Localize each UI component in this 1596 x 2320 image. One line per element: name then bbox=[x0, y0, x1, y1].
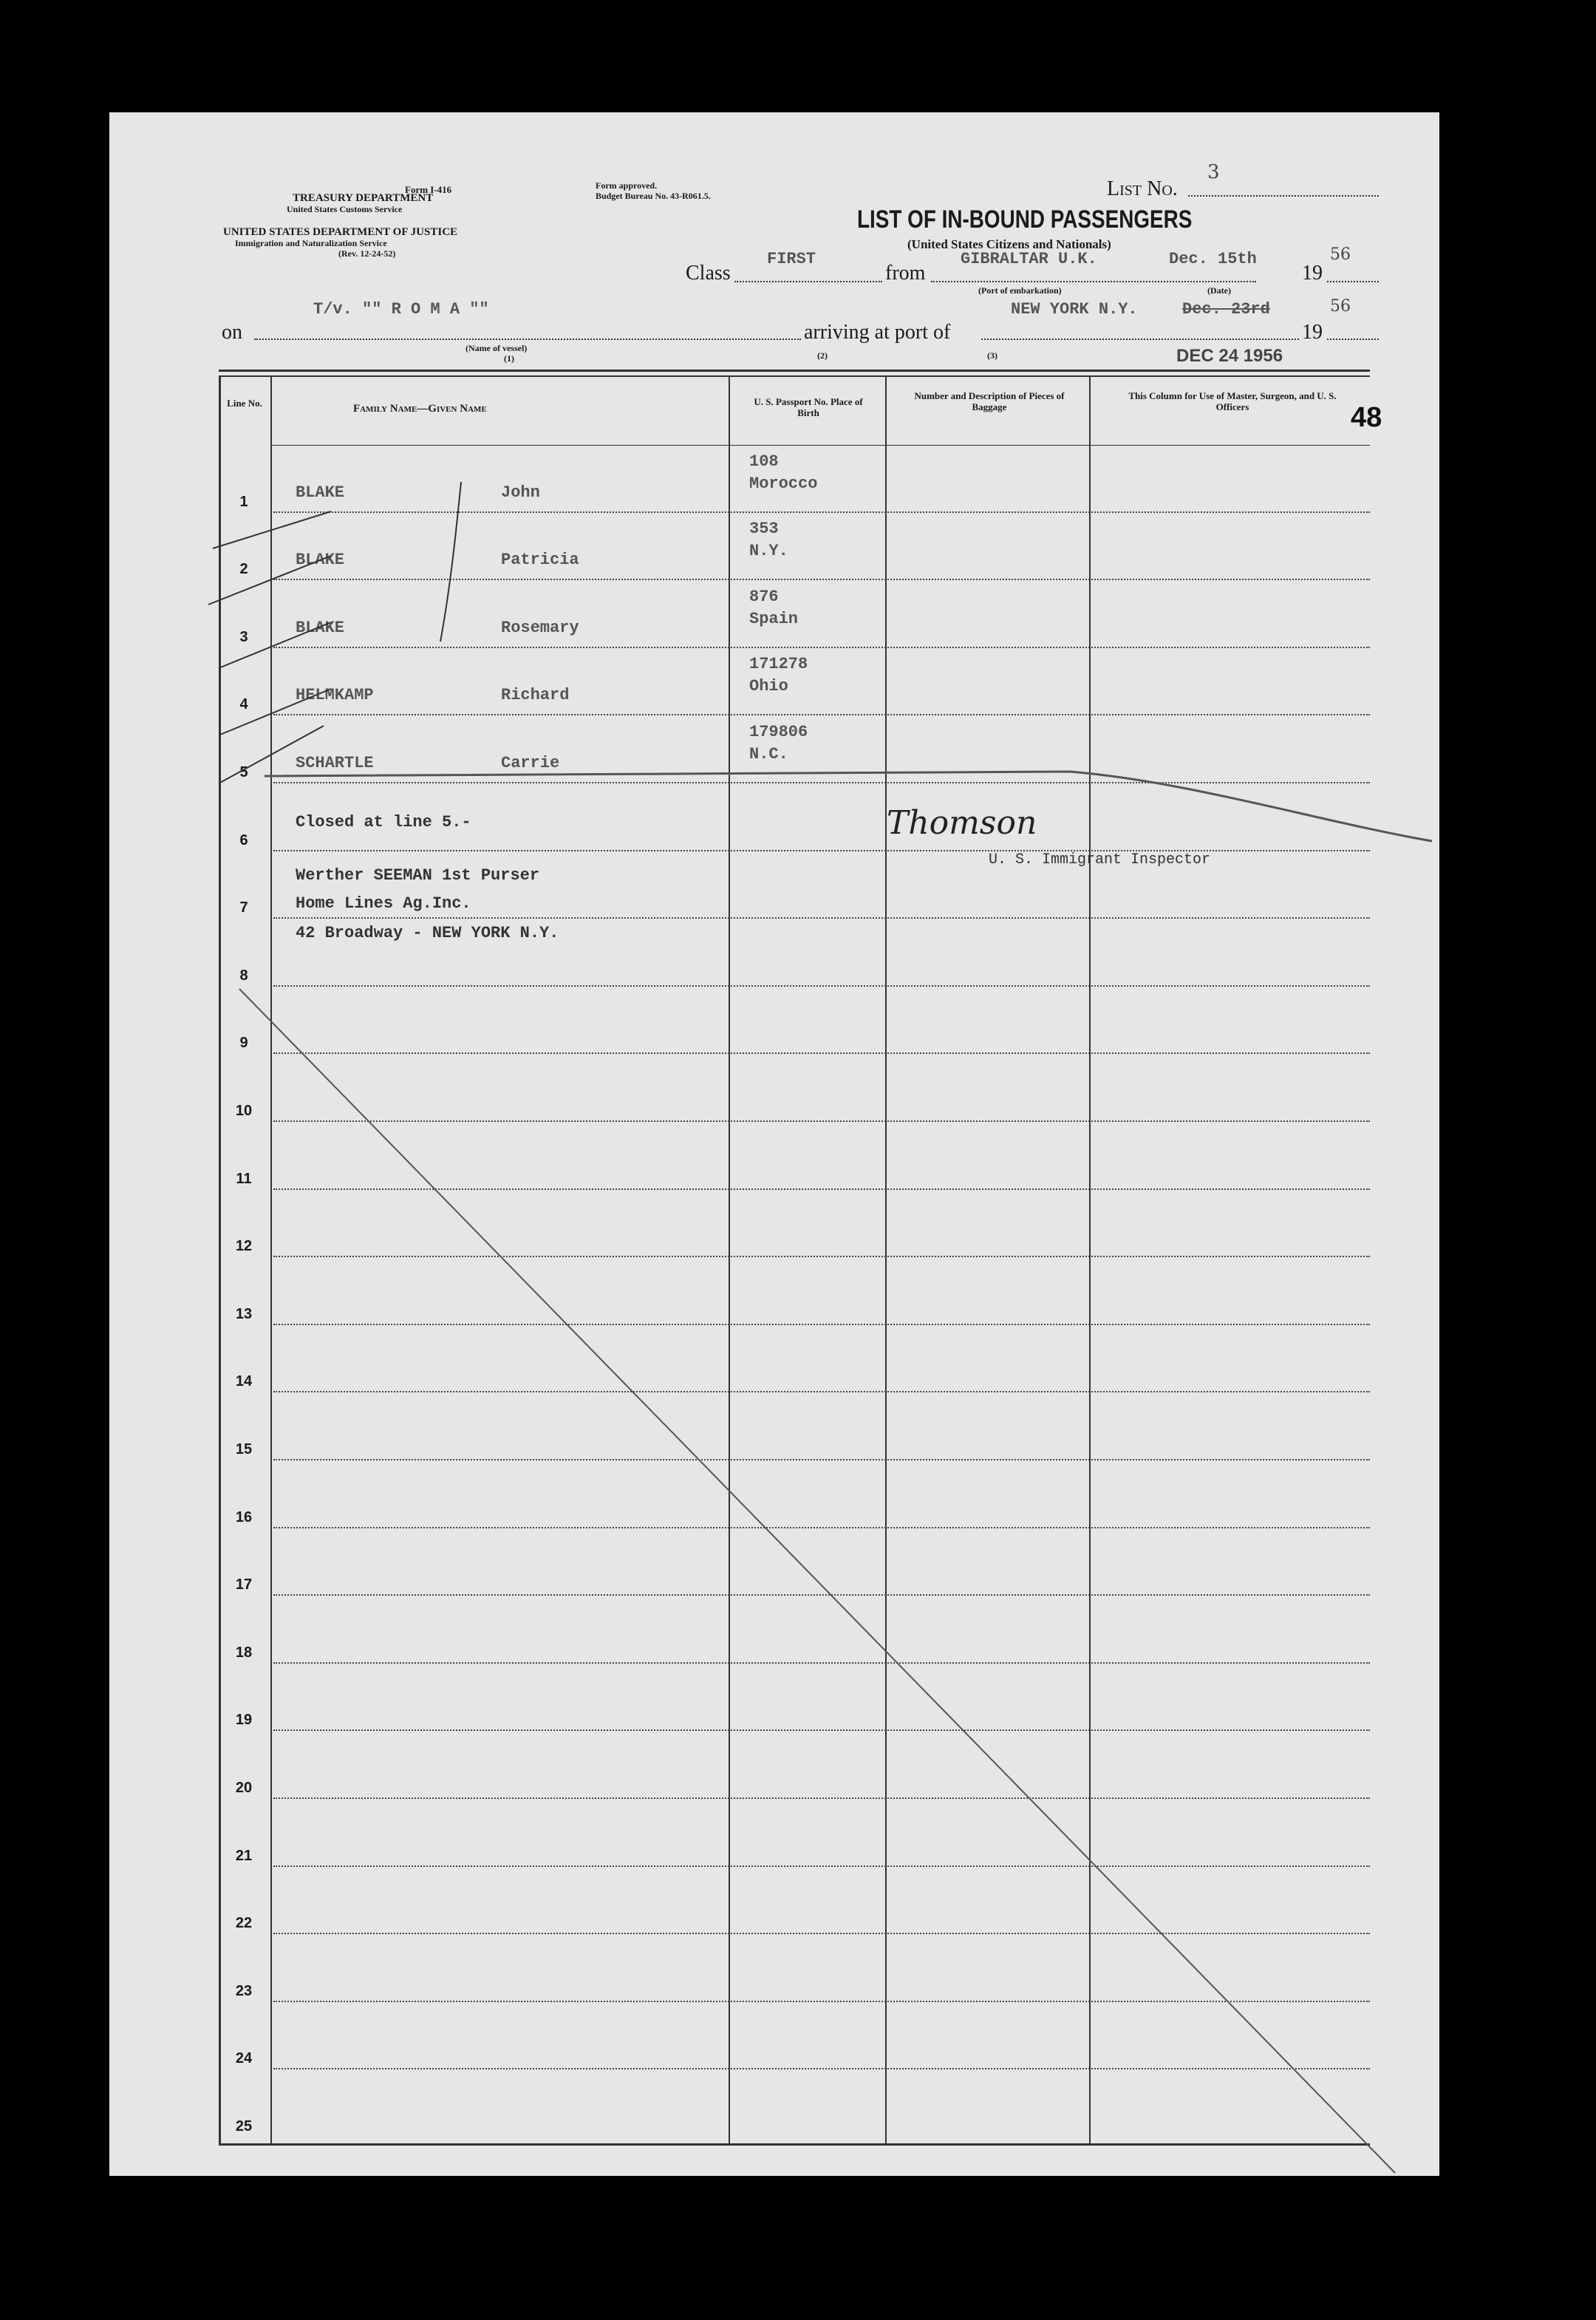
line-number: 24 bbox=[235, 2050, 253, 2067]
given-name: Rosemary bbox=[501, 618, 579, 637]
embarkation-port: GIBRALTAR U.K. bbox=[961, 250, 1097, 268]
page-number: 48 bbox=[1351, 402, 1382, 433]
vessel-name: T/v. "" R O M A "" bbox=[313, 300, 489, 319]
row-rule bbox=[273, 1391, 1370, 1392]
line-number: 15 bbox=[235, 1441, 253, 1457]
place-of-birth: N.C. bbox=[749, 745, 788, 763]
row-rule bbox=[273, 1324, 1370, 1325]
col-header-baggage: Number and Description of Pieces of Baggage bbox=[914, 390, 1065, 412]
revision: (Rev. 12-24-52) bbox=[338, 248, 396, 259]
passport-number: 876 bbox=[749, 587, 779, 606]
line-number: 18 bbox=[235, 1644, 253, 1661]
row-rule bbox=[273, 1459, 1370, 1460]
list-no-label: List No. bbox=[1107, 177, 1178, 200]
table-top-rule bbox=[219, 370, 1370, 372]
given-name: Richard bbox=[501, 686, 570, 705]
inspector-signature: Thomson bbox=[887, 804, 1037, 842]
vessel-line bbox=[254, 339, 801, 340]
table-top-rule-2 bbox=[219, 375, 1370, 377]
row-rule bbox=[273, 579, 1370, 580]
year-line bbox=[1327, 281, 1379, 282]
line-number: 23 bbox=[235, 1982, 253, 1999]
col-header-officers: This Column for Use of Master, Surgeon, and U. S. Officers bbox=[1128, 390, 1337, 412]
table-bottom-rule bbox=[219, 2143, 1370, 2146]
col-header-name: Family Name—Given Name bbox=[353, 403, 487, 415]
embarkation-date: Dec. 15th bbox=[1169, 250, 1257, 268]
passport-number: 353 bbox=[749, 520, 779, 539]
line-number: 5 bbox=[239, 764, 248, 780]
row-rule bbox=[273, 647, 1370, 648]
line-number: 16 bbox=[235, 1508, 253, 1525]
arrival-date-struck: Dec. 23rd bbox=[1182, 300, 1270, 319]
year-value: 56 bbox=[1330, 245, 1351, 264]
row-rule bbox=[273, 1933, 1370, 1934]
budget-bureau: Budget Bureau No. 43-R061.5. bbox=[596, 191, 711, 201]
line-number: 7 bbox=[239, 899, 248, 916]
arrival-stamp: DEC 24 1956 bbox=[1176, 346, 1283, 366]
family-name: BLAKE bbox=[296, 551, 345, 570]
row-rule bbox=[273, 1865, 1370, 1867]
passport-col-divider bbox=[885, 375, 887, 2143]
ins-service: Immigration and Naturalization Service bbox=[235, 238, 387, 248]
family-name: SCHARTLE bbox=[296, 754, 374, 772]
vessel-caption: (Name of vessel) bbox=[466, 343, 528, 353]
arriving-label: arriving at port of bbox=[804, 321, 951, 344]
line-number: 4 bbox=[239, 696, 248, 713]
line-number: 25 bbox=[235, 2118, 253, 2134]
row-rule bbox=[273, 1662, 1370, 1664]
line-number: 13 bbox=[235, 1305, 253, 1322]
form-title: LIST OF IN-BOUND PASSENGERS bbox=[857, 205, 1193, 234]
line-number: 21 bbox=[235, 1847, 253, 1864]
family-name: BLAKE bbox=[296, 483, 345, 502]
form-approved: Form approved. bbox=[596, 180, 658, 191]
form-id: Form I-416 bbox=[405, 184, 452, 195]
row-rule bbox=[273, 1594, 1370, 1596]
purser-note: Werther SEEMAN 1st Purser bbox=[296, 866, 540, 885]
list-no-value: 3 bbox=[1207, 161, 1220, 183]
col-header-passport: U. S. Passport No. Place of Birth bbox=[754, 396, 863, 418]
header-bottom-rule bbox=[272, 445, 1370, 446]
row-rule bbox=[273, 917, 1370, 919]
line-number: 8 bbox=[239, 967, 248, 984]
from-label: from bbox=[885, 262, 926, 285]
row-rule bbox=[273, 985, 1370, 987]
class-label: Class bbox=[686, 262, 731, 285]
place-of-birth: Spain bbox=[749, 609, 799, 628]
line-number: 3 bbox=[239, 628, 248, 645]
line-number: 11 bbox=[236, 1170, 252, 1187]
line-number: 20 bbox=[235, 1780, 253, 1796]
year-prefix-2: 19 bbox=[1302, 321, 1323, 344]
given-name: Carrie bbox=[501, 754, 560, 772]
customs-service: United States Customs Service bbox=[287, 204, 403, 214]
line-col-divider bbox=[270, 375, 272, 2143]
family-name: HELMKAMP bbox=[296, 686, 374, 705]
col-header-line: Line No. bbox=[227, 398, 262, 409]
line-number: 2 bbox=[239, 561, 248, 578]
given-name: John bbox=[501, 483, 540, 502]
line-number: 1 bbox=[239, 493, 248, 510]
bracket-mark bbox=[440, 482, 461, 642]
list-no-line bbox=[1188, 195, 1379, 197]
row-rule bbox=[273, 714, 1370, 715]
line-number: 22 bbox=[235, 1915, 253, 1932]
agency-note: Home Lines Ag.Inc. bbox=[296, 894, 471, 913]
closed-note: Closed at line 5.- bbox=[296, 813, 471, 831]
place-of-birth: Ohio bbox=[749, 677, 788, 696]
line-number: 12 bbox=[235, 1238, 253, 1255]
table-left-border bbox=[219, 375, 221, 2143]
year-prefix: 19 bbox=[1302, 262, 1323, 285]
inspector-title: U. S. Immigrant Inspector bbox=[989, 851, 1211, 868]
treasury-department: TREASURY DEPARTMENT bbox=[293, 192, 434, 204]
date-caption: (Date) bbox=[1207, 285, 1231, 296]
row-rule bbox=[273, 1729, 1370, 1731]
year-line-2 bbox=[1327, 339, 1379, 340]
caption-2: (2) bbox=[817, 350, 828, 361]
justice-department: UNITED STATES DEPARTMENT OF JUSTICE bbox=[223, 226, 458, 238]
arrival-port: NEW YORK N.Y. bbox=[1011, 300, 1138, 319]
form-subtitle: (United States Citizens and Nationals) bbox=[907, 237, 1111, 251]
baggage-col-divider bbox=[1089, 375, 1091, 2143]
row-rule bbox=[273, 511, 1370, 513]
row-rule bbox=[273, 1188, 1370, 1190]
row-rule bbox=[273, 1052, 1370, 1054]
caption-1: (1) bbox=[504, 353, 514, 364]
passport-number: 171278 bbox=[749, 655, 808, 674]
on-label: on bbox=[222, 321, 242, 344]
row-rule bbox=[273, 1797, 1370, 1799]
tick-line-1 bbox=[213, 511, 331, 548]
row-rule bbox=[273, 2001, 1370, 2002]
port-embarkation-caption: (Port of embarkation) bbox=[978, 285, 1062, 296]
caption-3: (3) bbox=[987, 350, 998, 361]
class-value: FIRST bbox=[767, 250, 816, 268]
class-line bbox=[734, 281, 882, 282]
row-rule bbox=[273, 2068, 1370, 2069]
row-rule bbox=[273, 782, 1370, 783]
line-number: 6 bbox=[239, 831, 248, 848]
diagonal-strike bbox=[239, 989, 1395, 2173]
passport-number: 179806 bbox=[749, 723, 808, 741]
name-col-divider bbox=[729, 375, 730, 2143]
given-name: Patricia bbox=[501, 551, 579, 570]
row-rule bbox=[273, 1527, 1370, 1528]
address-note: 42 Broadway - NEW YORK N.Y. bbox=[296, 924, 559, 942]
row-rule bbox=[273, 1120, 1370, 1122]
family-name: BLAKE bbox=[296, 618, 345, 637]
line-number: 19 bbox=[235, 1712, 253, 1729]
passenger-list-form bbox=[109, 112, 1439, 2176]
arrival-line bbox=[981, 339, 1299, 340]
place-of-birth: N.Y. bbox=[749, 542, 788, 561]
line-number: 10 bbox=[235, 1103, 253, 1119]
row-rule bbox=[273, 1256, 1370, 1257]
from-line bbox=[931, 281, 1256, 282]
place-of-birth: Morocco bbox=[749, 474, 818, 493]
line-number: 9 bbox=[239, 1035, 248, 1052]
passport-number: 108 bbox=[749, 452, 779, 471]
line-number: 17 bbox=[235, 1576, 253, 1593]
line-number: 14 bbox=[235, 1373, 253, 1390]
year-value-2: 56 bbox=[1330, 297, 1351, 316]
